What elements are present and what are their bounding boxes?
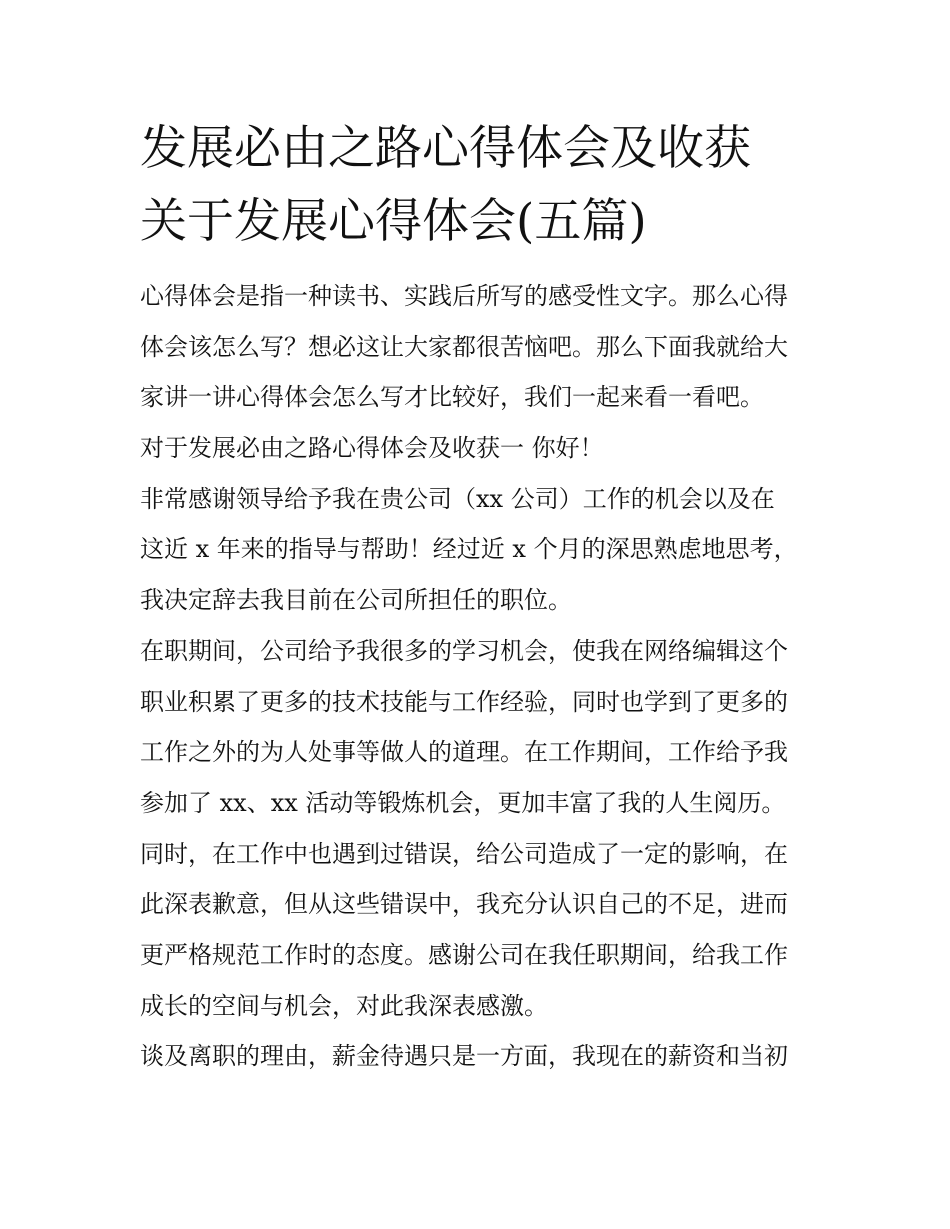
body-line: 职业积累了更多的技术技能与工作经验，同时也学到了更多的 xyxy=(140,687,788,716)
body-line: 更严格规范工作时的态度。感谢公司在我任职期间，给我工作 xyxy=(140,940,788,969)
body-line: 家讲一讲心得体会怎么写才比较好，我们一起来看一看吧。 xyxy=(140,383,764,412)
title-line: 发展必由之路心得体会及收获 xyxy=(140,121,751,176)
body-line: 此深表歉意，但从这些错误中，我充分认识自己的不足，进而 xyxy=(140,890,788,919)
body-line: 成长的空间与机会，对此我深表感激。 xyxy=(140,991,548,1020)
body-line: 这近 x 年来的指导与帮助！经过近 x 个月的深思熟虑地思考， xyxy=(140,535,798,564)
document-content xyxy=(140,112,816,1082)
body-line: 非常感谢领导给予我在贵公司（xx 公司）工作的机会以及在 xyxy=(140,484,775,513)
body-line: 工作之外的为人处事等做人的道理。在工作期间，工作给予我 xyxy=(140,738,788,767)
body-line: 体会该怎么写？想必这让大家都很苦恼吧。那么下面我就给大 xyxy=(140,332,788,361)
body-line: 对于发展必由之路心得体会及收获一 你好！ xyxy=(140,434,604,463)
body-line: 参加了 xx、xx 活动等锻炼机会，更加丰富了我的人生阅历。 xyxy=(140,788,786,817)
body-line: 谈及离职的理由，薪金待遇只是一方面，我现在的薪资和当初 xyxy=(140,1042,788,1071)
document-body xyxy=(140,271,816,1082)
document-title xyxy=(140,112,816,258)
title-line: 关于发展心得体会(五篇) xyxy=(140,194,647,249)
body-line: 在职期间，公司给予我很多的学习机会，使我在网络编辑这个 xyxy=(140,636,788,665)
body-line: 心得体会是指一种读书、实践后所写的感受性文字。那么心得 xyxy=(140,282,788,310)
body-line: 我决定辞去我目前在公司所担任的职位。 xyxy=(140,586,572,615)
body-line: 同时，在工作中也遇到过错误，给公司造成了一定的影响，在 xyxy=(140,839,788,868)
